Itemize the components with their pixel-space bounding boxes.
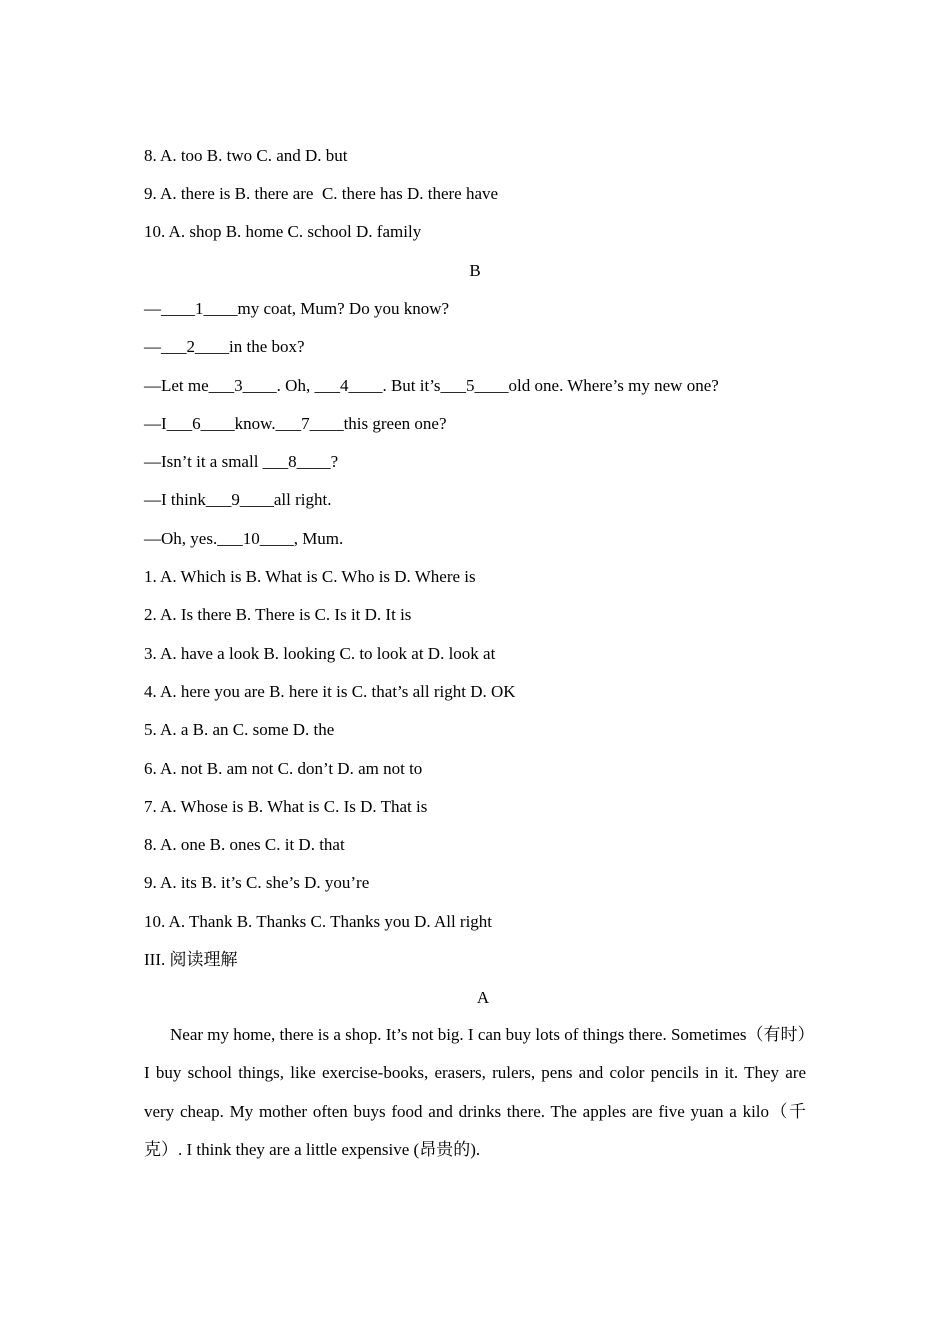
part-b-option-4: 4. A. here you are B. here it is C. that’s all right D. OK [144, 682, 516, 701]
part-b-option-3: 3. A. have a look B. looking C. to look at D. look at [144, 644, 496, 663]
part-a-option-9: 9. A. there is B. there are C. there has D. there have [144, 184, 499, 203]
part-b-option-5: 5. A. a B. an C. some D. the [144, 720, 335, 739]
part-a-option-8: 8. A. too B. two C. and D. but [144, 146, 348, 165]
part-b-option-7: 7. A. Whose is B. What is C. Is D. That is [144, 797, 428, 816]
dialogue-line-4: —I___6____know.___7____this green one? [144, 414, 447, 433]
section-iii-title: III. 阅读理解 [144, 950, 238, 969]
part-b-option-9: 9. A. its B. it’s C. she’s D. you’re [144, 873, 370, 892]
dialogue-line-5: —Isn’t it a small ___8____? [144, 452, 339, 471]
part-b-option-2: 2. A. Is there B. There is C. Is it D. It is [144, 605, 412, 624]
part-b-option-6: 6. A. not B. am not C. don’t D. am not to [144, 759, 423, 778]
dialogue-line-3: —Let me___3____. Oh, ___4____. But it’s___5____old one. Where’s my new one? [144, 376, 719, 395]
part-b-option-1: 1. A. Which is B. What is C. Who is D. Where is [144, 567, 476, 586]
dialogue-line-2: —___2____in the box? [144, 337, 305, 356]
part-b-option-8: 8. A. one B. ones C. it D. that [144, 835, 345, 854]
dialogue-line-6: —I think___9____all right. [144, 490, 332, 509]
part-b-heading: B [469, 261, 481, 280]
dialogue-line-7: —Oh, yes.___10____, Mum. [144, 529, 344, 548]
passage-heading: A [476, 988, 490, 1007]
dialogue-line-1: —____1____my coat, Mum? Do you know? [144, 299, 450, 318]
part-a-option-10: 10. A. shop B. home C. school D. family [144, 222, 422, 241]
part-b-option-10: 10. A. Thank B. Thanks C. Thanks you D. All right [144, 912, 493, 931]
reading-passage: Near my home, there is a shop. It’s not big. I can buy lots of things there. Sometimes（有时）I buy school things, like exercise-books, erasers, rulers, pens and color pencils in it. They are very cheap. My mother often buys food and drinks there. The apples are five yuan a kilo（千克）. I think they are a little expensive (昂贵的). [144, 1025, 806, 1159]
